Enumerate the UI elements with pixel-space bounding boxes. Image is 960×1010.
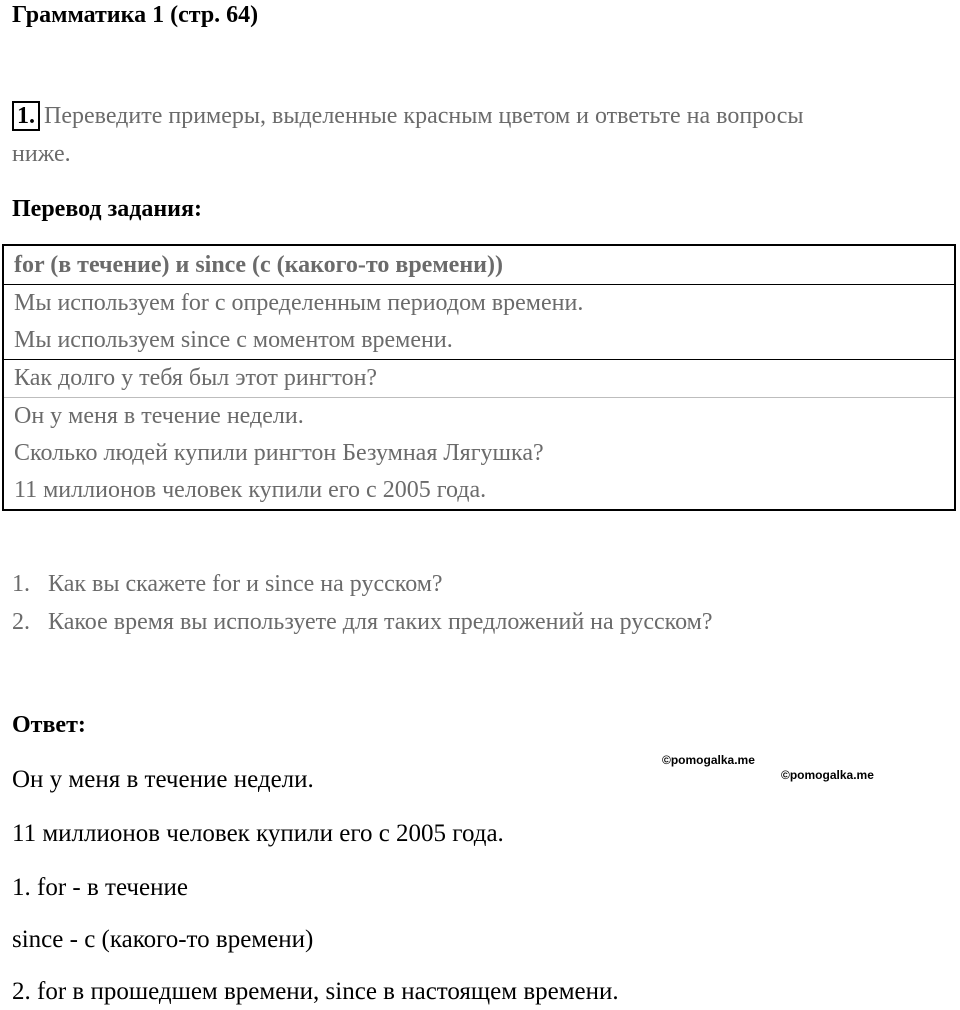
list-item: [12, 603, 713, 641]
question-number: 2.: [12, 609, 30, 635]
question-text: Какое время вы используете для таких предложений на русском?: [48, 609, 713, 635]
table-header-section: [4, 246, 954, 284]
questions-list: [12, 565, 713, 641]
translation-heading: Перевод задания:: [12, 196, 202, 222]
watermark: ©pomogalka.me: [662, 753, 755, 767]
answer-line: 2. for в прошедшем времени, since в настоящем времени.: [12, 978, 619, 1005]
task-text-line2: ниже.: [12, 141, 71, 167]
table-question-section: [4, 359, 954, 397]
task-number-badge: 1.: [12, 101, 40, 131]
table-row: 11 миллионов человек купили его с 2005 года.: [14, 477, 487, 503]
grammar-table: [2, 244, 956, 511]
list-item: [12, 565, 713, 603]
table-row: Как долго у тебя был этот рингтон?: [14, 365, 378, 391]
table-row: Сколько людей купили рингтон Безумная Лягушка?: [14, 440, 544, 466]
table-row: Он у меня в течение недели.: [14, 403, 304, 429]
answer-line: Он у меня в течение недели.: [12, 766, 314, 793]
answer-line: since - с (какого-то времени): [12, 926, 314, 953]
task-instruction: [12, 101, 804, 131]
question-text: Как вы скажете for и since на русском?: [48, 571, 443, 597]
answer-line: 1. for - в течение: [12, 874, 188, 901]
table-header: for (в течение) и since (с (какого-то времени)): [14, 252, 503, 278]
answer-line: 11 миллионов человек купили его с 2005 года.: [12, 820, 504, 847]
table-row: Мы используем for с определенным периодом времени.: [14, 290, 584, 316]
table-row: Мы используем since с моментом времени.: [14, 327, 453, 353]
page-title: Грамматика 1 (стр. 64): [12, 2, 259, 28]
answer-heading: Ответ:: [12, 712, 86, 738]
task-text-line1: Переведите примеры, выделенные красным цветом и ответьте на вопросы: [44, 103, 804, 129]
table-examples-section: [4, 397, 954, 509]
table-rules-section: [4, 284, 954, 359]
question-number: 1.: [12, 571, 30, 597]
watermark: ©pomogalka.me: [781, 768, 874, 782]
